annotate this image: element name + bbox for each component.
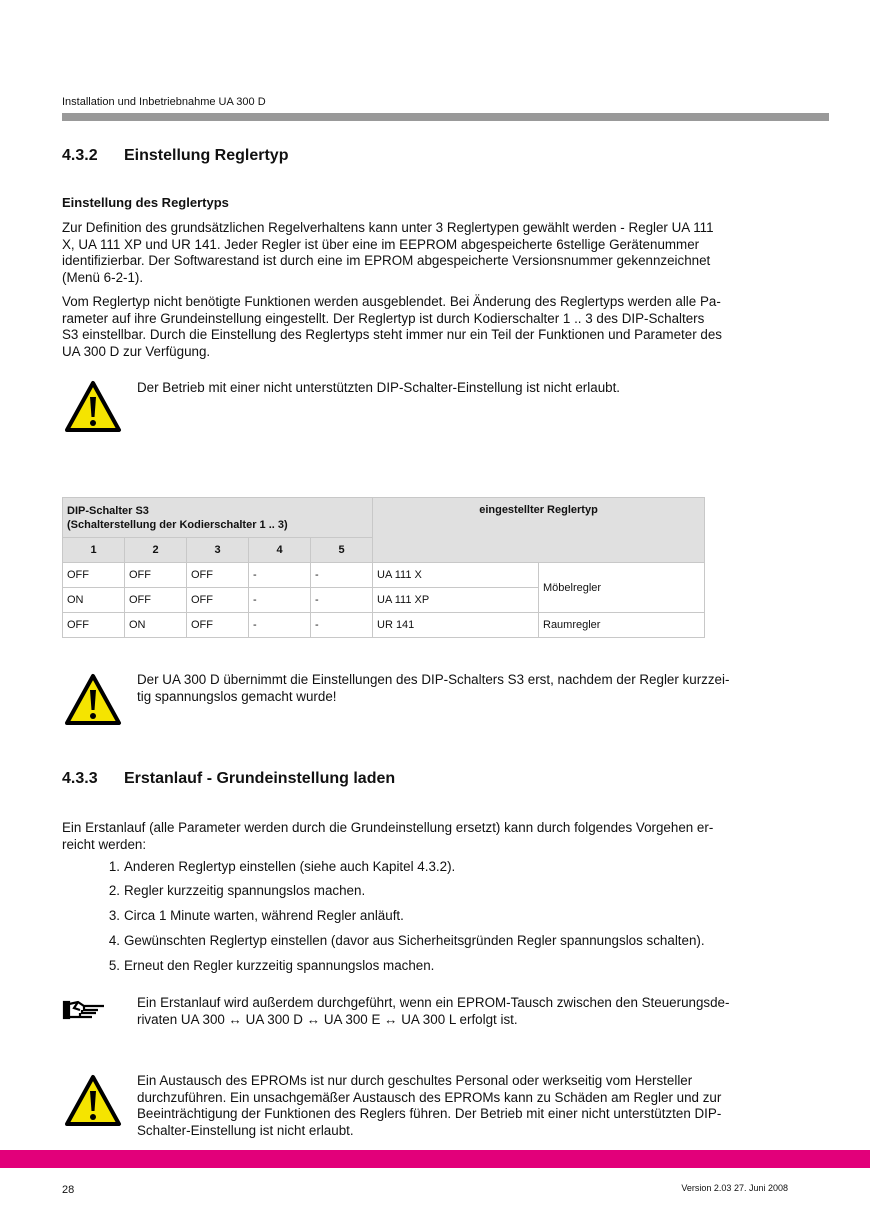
table-cell: ON [125, 613, 187, 638]
list-item [108, 933, 705, 948]
table-cell: OFF [63, 563, 125, 588]
column-header: 3 [187, 538, 249, 563]
table-cell: OFF [187, 588, 249, 613]
column-header: 4 [249, 538, 311, 563]
text-line: S3 einstellbar. Durch die Einstellung des Reglertyps steht immer nur ein Teil der Funktionen und Parameter des [62, 327, 722, 343]
list-number: 1. [108, 859, 120, 874]
text-line: Der Betrieb mit einer nicht unterstützten DIP-Schalter-Einstellung ist nicht erlaubt. [137, 380, 621, 395]
group-cell: Möbelregler [539, 563, 705, 613]
list-text: Gewünschten Reglertyp einstellen (davor aus Sicherheitsgründen Regler spannungslos schalten). [124, 933, 705, 948]
column-header: 5 [311, 538, 373, 563]
column-header: 2 [125, 538, 187, 563]
table-cell: - [249, 588, 311, 613]
warning-text [137, 380, 620, 397]
section-title: Einstellung Reglertyp [124, 147, 289, 164]
text-line: reicht werden: [62, 836, 147, 852]
table-cell: - [249, 613, 311, 638]
list-text: Circa 1 Minute warten, während Regler anläuft. [124, 908, 404, 923]
text-line: X, UA 111 XP und UR 141. Jeder Regler ist über eine im EEPROM abgespeicherte 6stellige Gerätenummer [62, 236, 700, 252]
list-text: Erneut den Regler kurzzeitig spannungslos machen. [124, 958, 435, 973]
table-cell: UA 111 XP [373, 588, 539, 613]
subheading: Einstellung des Reglertyps [62, 195, 229, 210]
table-cell: OFF [187, 613, 249, 638]
warning-icon [64, 380, 122, 434]
paragraph [62, 294, 722, 360]
running-header: Installation und Inbetriebnahme UA 300 D [62, 96, 266, 108]
text-line: Ein Erstanlauf wird außerdem durchgeführt, wenn ein EPROM-Tausch zwischen den Steuerungsde- [137, 995, 730, 1010]
table-cell: OFF [63, 613, 125, 638]
text-line: UA 300 D zur Verfügung. [62, 343, 211, 359]
column-header: 1 [63, 538, 125, 563]
text-line: (Menü 6-2-1). [62, 269, 144, 285]
section-heading-4-3-3 [62, 770, 395, 788]
warning-icon [64, 673, 122, 727]
group-cell: Raumregler [539, 613, 705, 638]
list-number: 4. [108, 933, 120, 948]
text-line: tig spannungslos gemacht wurde! [137, 688, 337, 704]
table-cell: - [311, 613, 373, 638]
text-line: rivaten UA 300 ↔ UA 300 D ↔ UA 300 E ↔ UA 300 L erfolgt ist. [137, 1011, 518, 1027]
text-line: Zur Definition des grundsätzlichen Regelverhaltens kann unter 3 Reglertypen gewählt werden - Regler UA 111 [62, 220, 714, 235]
list-number: 5. [108, 958, 120, 973]
text-line: Schalter-Einstellung ist nicht erlaubt. [137, 1122, 354, 1138]
text-line: Ein Austausch des EPROMs ist nur durch geschultes Personal oder werkseitig vom Hersteller [137, 1073, 693, 1088]
section-number: 4.3.3 [62, 770, 98, 787]
table-header-type: eingestellter Reglertyp [373, 498, 705, 563]
table-cell: UR 141 [373, 613, 539, 638]
paragraph [62, 820, 713, 853]
warning-text [137, 672, 729, 705]
list-item [108, 958, 435, 973]
text-line: identifizierbar. Der Softwarestand ist durch eine im EPROM abgespeicherte Versionsnummer gekennzeichnet [62, 253, 711, 269]
text-line: Ein Erstanlauf (alle Parameter werden durch die Grundeinstellung ersetzt) kann durch folgendes Vorgehen er- [62, 820, 714, 835]
table-row [63, 563, 705, 588]
table-cell: - [249, 563, 311, 588]
version-info: Version 2.03 27. Juni 2008 [681, 1183, 788, 1193]
list-text: Regler kurzzeitig spannungslos machen. [124, 883, 366, 898]
text-line: Beeinträchtigung der Funktionen des Reglers führen. Der Betrieb mit einer nicht unterstützten DIP- [137, 1106, 722, 1122]
table-row [63, 613, 705, 638]
table-cell: OFF [125, 563, 187, 588]
list-item [108, 908, 404, 923]
list-item [108, 859, 456, 874]
section-number: 4.3.2 [62, 147, 98, 164]
list-number: 3. [108, 908, 120, 923]
table-cell: ON [63, 588, 125, 613]
table-cell: UA 111 X [373, 563, 539, 588]
table-cell: - [311, 588, 373, 613]
paragraph [62, 220, 714, 286]
table-cell: OFF [125, 588, 187, 613]
pointing-hand-icon [62, 998, 106, 1022]
footer-bar [0, 1150, 870, 1168]
text-line: rameter auf ihre Grundeinstellung eingestellt. Der Reglertyp ist durch Kodierschalter 1 .. 3 des DIP-Schalters [62, 310, 705, 326]
table-cell: OFF [187, 563, 249, 588]
warning-text [137, 1073, 721, 1139]
text-line: durchzuführen. Ein unsachgemäßer Austausch des EPROMs kann zu Schäden am Regler und zur [137, 1089, 722, 1105]
table-header-dip [63, 498, 373, 538]
text-line: Der UA 300 D übernimmt die Einstellungen des DIP-Schalters S3 erst, nachdem der Regler kurzzei- [137, 672, 730, 687]
list-item [108, 883, 366, 898]
header-line: (Schalterstellung der Kodierschalter 1 .. 3) [67, 519, 288, 531]
header-rule [62, 113, 829, 121]
text-line: Vom Reglertyp nicht benötigte Funktionen werden ausgeblendet. Bei Änderung des Reglertyps werden alle Pa- [62, 294, 721, 309]
table-cell: - [311, 563, 373, 588]
list-text: Anderen Reglertyp einstellen (siehe auch Kapitel 4.3.2). [124, 859, 456, 874]
note-text [137, 995, 729, 1028]
header-line: DIP-Schalter S3 [67, 505, 149, 517]
page-number: 28 [62, 1184, 75, 1196]
dip-switch-table [62, 497, 705, 638]
section-heading-4-3-2 [62, 147, 288, 165]
warning-icon [64, 1074, 122, 1128]
list-number: 2. [108, 883, 120, 898]
section-title: Erstanlauf - Grundeinstellung laden [124, 770, 396, 787]
